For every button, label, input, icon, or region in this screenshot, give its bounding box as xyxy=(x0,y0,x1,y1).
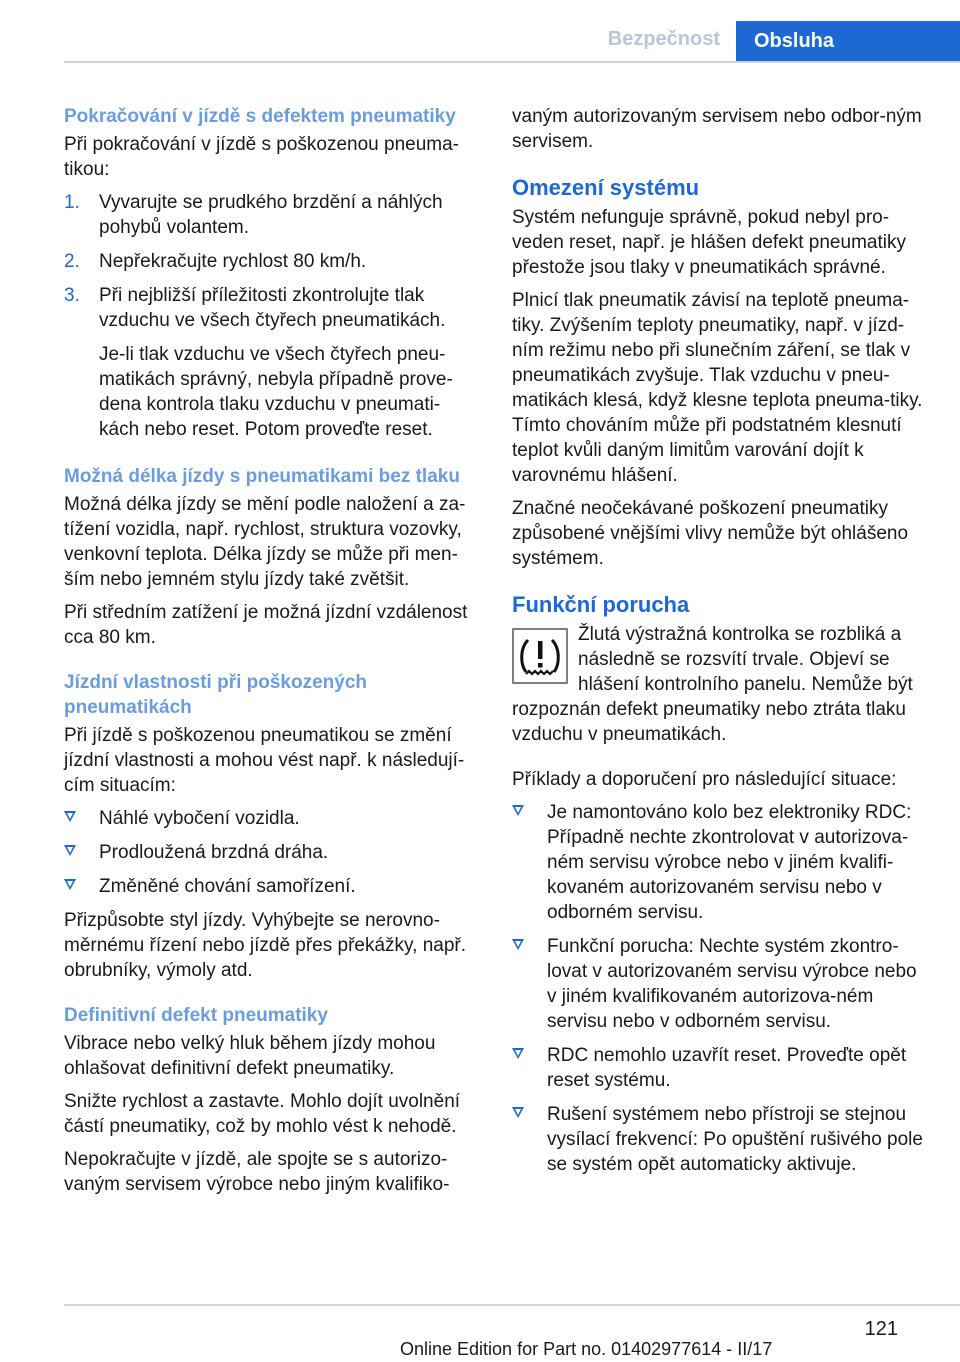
paragraph: Vibrace nebo velký hluk během jízdy mohou ohlašovat definitivní defekt pneumatiky. xyxy=(64,1033,436,1079)
step-text: Vyvarujte se prudkého brzdění a náhlých pohybů volantem. xyxy=(99,192,443,238)
list-item xyxy=(64,840,480,865)
paragraph: Při středním zatížení je možná jízdní vzdálenost cca 80 km. xyxy=(64,602,468,648)
paragraph: Systém nefunguje správně, pokud nebyl pro‐veden reset, např. je hlášen defekt pneumatiky přestože jsou tlaky v pneumatikách správné. xyxy=(512,207,906,278)
section-title: Definitivní defekt pneumatiky xyxy=(64,1005,328,1026)
triangle-bullet-icon xyxy=(512,1107,524,1118)
paragraph: Příklady a doporučení pro následující situace: xyxy=(512,769,897,790)
step-text: Při nejbližší příležitosti zkontrolujte tlak vzduchu ve všech čtyřech pneumatikách. xyxy=(99,285,446,331)
list-item xyxy=(64,806,480,831)
list-item xyxy=(512,934,928,1034)
right-column xyxy=(512,104,928,1186)
section-title: Omezení systému xyxy=(512,175,700,200)
list-item xyxy=(512,1043,928,1093)
triangle-bullet-icon xyxy=(512,1048,524,1059)
paragraph: Možná délka jízdy se mění podle naložení a za‐tížení vozidla, např. rychlost, struktura vozovky, venkovní teplota. Délka jízdy se může při men‐ším nebo jemném stylu jízdy také zvětšit. xyxy=(64,494,466,590)
list-text: Prodloužená brzdná dráha. xyxy=(99,842,329,863)
list-text: Funkční porucha: Nechte systém zkontro‐lovat v autorizovaném servisu výrobce nebo v jiném kvalifikovaném autorizova‐ném servisu nebo v odborném servisu. xyxy=(547,936,917,1032)
footer-divider xyxy=(64,1304,960,1306)
list-text: Náhlé vybočení vozidla. xyxy=(99,808,300,829)
paragraph: Při pokračování v jízdě s poškozenou pneuma‐tikou: xyxy=(64,134,459,180)
section-title: Pokračování v jízdě s defektem pneumatiky xyxy=(64,106,456,127)
section-title: Možná délka jízdy s pneumatikami bez tlaku xyxy=(64,466,460,487)
section-title: Funkční porucha xyxy=(512,592,690,617)
section-title: Jízdní vlastnosti při poškozených pneumatikách xyxy=(64,672,368,718)
warning-block xyxy=(512,622,928,755)
list-item xyxy=(64,190,480,240)
step-text: Nepřekračujte rychlost 80 km/h. xyxy=(99,251,367,272)
list-text: Změněné chování samořízení. xyxy=(99,876,356,897)
list-item xyxy=(512,1102,928,1177)
paragraph: vaným autorizovaným servisem nebo odbor‐ným servisem. xyxy=(512,106,922,152)
list-text: RDC nemohlo uzavřít reset. Proveďte opět reset systému. xyxy=(547,1045,907,1091)
triangle-bullet-icon xyxy=(512,805,524,816)
tab-bezpecnost[interactable]: Bezpečnost xyxy=(607,28,720,50)
step-number: 2. xyxy=(64,251,80,272)
left-column xyxy=(64,104,480,1205)
triangle-bullet-icon xyxy=(64,879,76,890)
page-header xyxy=(0,0,960,62)
paragraph: Nepokračujte v jízdě, ale spojte se s autorizo‐vaným servisem výrobce nebo jiným kvalifiko‐ xyxy=(64,1149,450,1195)
list-text: Rušení systémem nebo přístroji se stejnou vysílací frekvencí: Po opuštění rušivého pole se systém opět automaticky aktivuje. xyxy=(547,1104,923,1175)
triangle-bullet-icon xyxy=(64,845,76,856)
tire-pressure-warning-icon xyxy=(512,628,568,684)
list-item xyxy=(64,249,480,274)
paragraph: Žlutá výstražná kontrolka se rozbliká a následně se rozsvítí trvale. Objeví se hlášení kontrolního panelu. Nemůže být rozpoznán defekt pneumatiky nebo ztráta tlaku vzduchu v pneumatikách. xyxy=(512,624,913,745)
paragraph: Značné neočekávané poškození pneumatiky způsobené vnějšími vlivy nemůže být ohlášeno systémem. xyxy=(512,498,909,569)
list-item xyxy=(512,800,928,925)
tab-obsluha[interactable]: Obsluha xyxy=(736,21,960,62)
triangle-bullet-icon xyxy=(64,811,76,822)
header-divider xyxy=(64,61,960,63)
page-number: 121 xyxy=(864,1318,898,1340)
step-number: 1. xyxy=(64,192,80,213)
list-text: Je namontováno kolo bez elektroniky RDC: Případně nechte zkontrolovat v autorizova‐ném servisu výrobce nebo v jiném kvalifi‐kovaném autorizovaném servisu nebo v odborném servisu. xyxy=(547,802,912,923)
list-item xyxy=(64,283,480,333)
edition-footer: Online Edition for Part no. 01402977614 - II/17 xyxy=(400,1339,773,1359)
paragraph: Při jízdě s poškozenou pneumatikou se změní jízdní vlastnosti a mohou vést např. k následují‐cím situacím: xyxy=(64,725,465,796)
paragraph: Přizpůsobte styl jízdy. Vyhýbejte se nerovno‐měrnému řízení nebo jízdě přes překážky, např. obrubníky, výmoly atd. xyxy=(64,910,467,981)
step-note: Je-li tlak vzduchu ve všech čtyřech pneu‐matikách správný, nebyla případně prove‐dena kontrola tlaku vzduchu v pneumati‐kách nebo reset. Potom proveďte reset. xyxy=(99,344,453,440)
paragraph: Snižte rychlost a zastavte. Mohlo dojít uvolnění částí pneumatiky, což by mohlo vést k nehodě. xyxy=(64,1091,461,1137)
step-number: 3. xyxy=(64,285,80,306)
triangle-bullet-icon xyxy=(512,939,524,950)
paragraph: Plnicí tlak pneumatik závisí na teplotě pneuma‐tiky. Zvýšením teploty pneumatiky, např. v jízd‐ním režimu nebo při slunečním záření, se tlak v pneumatikách zvyšuje. Tlak vzduchu v pneu‐matikách klesá, když klesne teplota pneuma‐tiky. Tímto chováním může při podstatném klesnutí teplot kvůli daným limitům varování dojít k varovnému hlášení. xyxy=(512,290,923,486)
list-item xyxy=(64,874,480,899)
